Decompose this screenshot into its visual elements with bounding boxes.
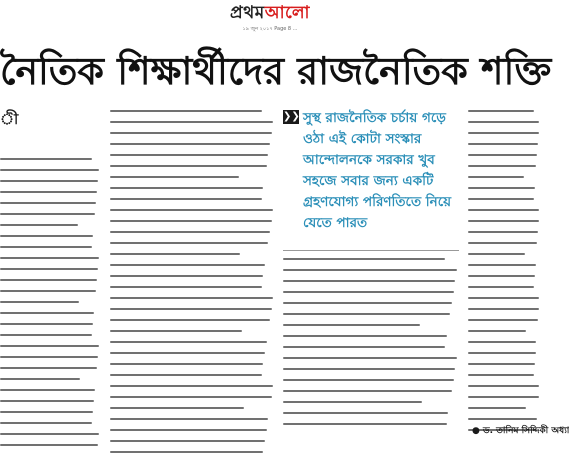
text-line xyxy=(283,280,455,282)
text-line xyxy=(468,154,537,156)
article-column-4 xyxy=(468,110,569,440)
text-line xyxy=(283,412,448,414)
text-line xyxy=(110,374,262,376)
text-line xyxy=(283,401,422,403)
text-line xyxy=(468,264,536,266)
text-line xyxy=(468,363,535,365)
text-line xyxy=(0,202,96,204)
dateline: ১৯ জুন ২০১৭ Page 8 ... xyxy=(242,26,298,32)
text-line xyxy=(0,224,78,226)
text-line xyxy=(468,308,539,310)
article-column-3 xyxy=(283,258,459,434)
text-line xyxy=(110,242,268,244)
text-line xyxy=(0,356,98,358)
text-line xyxy=(0,257,99,259)
text-line xyxy=(468,165,536,167)
text-line xyxy=(283,324,420,326)
text-line xyxy=(468,121,539,123)
text-line xyxy=(110,143,270,145)
text-line xyxy=(110,187,263,189)
text-line xyxy=(110,319,270,321)
text-line xyxy=(468,330,526,332)
text-line xyxy=(0,191,97,193)
text-line xyxy=(0,213,95,215)
text-line xyxy=(110,176,239,178)
column-1-text xyxy=(0,158,100,446)
text-line xyxy=(0,433,99,435)
text-line xyxy=(0,268,98,270)
pull-quote-icon: ❯❯ xyxy=(283,111,300,122)
column-3-text xyxy=(283,258,459,425)
text-line xyxy=(110,264,265,266)
column-4-text xyxy=(468,110,540,431)
text-line xyxy=(283,291,454,293)
byline: ● ড. তানিম সিদ্দিকী অধ্যা xyxy=(472,426,569,436)
text-line xyxy=(0,301,79,303)
text-line xyxy=(110,407,244,409)
article-column-1 xyxy=(0,158,100,455)
text-line xyxy=(468,143,538,145)
text-line xyxy=(0,444,98,446)
text-line xyxy=(110,418,268,420)
text-line xyxy=(468,374,534,376)
text-line xyxy=(110,385,273,387)
text-line xyxy=(0,169,99,171)
text-line xyxy=(468,209,539,211)
text-line xyxy=(110,286,262,288)
newspaper-logo: প্রথমআলো xyxy=(230,3,310,23)
text-line xyxy=(468,319,538,321)
masthead xyxy=(0,0,540,40)
text-line xyxy=(0,323,93,325)
text-line xyxy=(283,258,445,260)
text-line xyxy=(283,390,452,392)
text-line xyxy=(0,235,93,237)
pull-quote xyxy=(283,108,459,251)
text-line xyxy=(110,253,240,255)
left-edge-char: ী xyxy=(0,110,19,128)
text-line xyxy=(110,132,272,134)
text-line xyxy=(468,253,525,255)
headline: নৈতিক শিক্ষার্থীদের রাজনৈতিক শক্তি xyxy=(0,49,552,93)
text-line xyxy=(468,187,535,189)
text-line xyxy=(468,176,524,178)
text-line xyxy=(110,121,273,123)
text-line xyxy=(468,341,536,343)
text-line xyxy=(110,341,267,343)
text-line xyxy=(468,242,537,244)
text-line xyxy=(468,297,539,299)
text-line xyxy=(468,418,537,420)
text-line xyxy=(468,132,539,134)
text-line xyxy=(110,429,267,431)
text-line xyxy=(110,220,272,222)
text-line xyxy=(0,367,97,369)
text-line xyxy=(110,330,242,332)
pull-quote-text: সুস্থ রাজনৈতিক চর্চায় গড়ে ওঠা এই কোটা সংস্কার আন্দোলনকে সরকার খুব সহজে সবার জন্য একটি গ্রহণযোগ্য পরিণতিতে নিয়ে যেতে পারত xyxy=(303,110,452,231)
text-line xyxy=(110,198,262,200)
text-line xyxy=(283,357,457,359)
text-line xyxy=(283,302,452,304)
text-line xyxy=(110,154,268,156)
text-line xyxy=(110,209,273,211)
text-line xyxy=(0,422,92,424)
text-line xyxy=(0,246,92,248)
text-line xyxy=(283,346,445,348)
text-line xyxy=(110,297,273,299)
text-line xyxy=(468,110,534,112)
text-line xyxy=(283,335,447,337)
text-line xyxy=(0,158,92,160)
article-column-2 xyxy=(110,110,275,462)
text-line xyxy=(283,379,454,381)
column-2-text xyxy=(110,110,275,453)
pull-quote-rule xyxy=(283,250,459,251)
text-line xyxy=(110,165,267,167)
text-line xyxy=(468,231,538,233)
text-line xyxy=(283,269,457,271)
text-line xyxy=(468,352,536,354)
text-line xyxy=(0,378,80,380)
text-line xyxy=(468,396,539,398)
text-line xyxy=(110,275,263,277)
text-line xyxy=(283,313,450,315)
text-line xyxy=(110,352,265,354)
text-line xyxy=(468,286,534,288)
text-line xyxy=(0,389,95,391)
text-line xyxy=(283,368,455,370)
text-line xyxy=(468,407,526,409)
text-line xyxy=(110,231,270,233)
text-line xyxy=(0,334,92,336)
text-line xyxy=(283,423,447,425)
text-line xyxy=(110,440,265,442)
text-line xyxy=(0,279,97,281)
text-line xyxy=(0,312,94,314)
text-line xyxy=(110,396,272,398)
text-line xyxy=(110,308,272,310)
text-line xyxy=(0,180,98,182)
text-line xyxy=(468,275,535,277)
text-line xyxy=(468,220,539,222)
text-line xyxy=(110,363,263,365)
text-line xyxy=(0,411,93,413)
text-line xyxy=(0,345,99,347)
text-line xyxy=(468,385,539,387)
text-line xyxy=(0,400,94,402)
text-line xyxy=(110,110,262,112)
text-line xyxy=(468,198,534,200)
text-line xyxy=(0,290,96,292)
text-line xyxy=(110,451,263,453)
